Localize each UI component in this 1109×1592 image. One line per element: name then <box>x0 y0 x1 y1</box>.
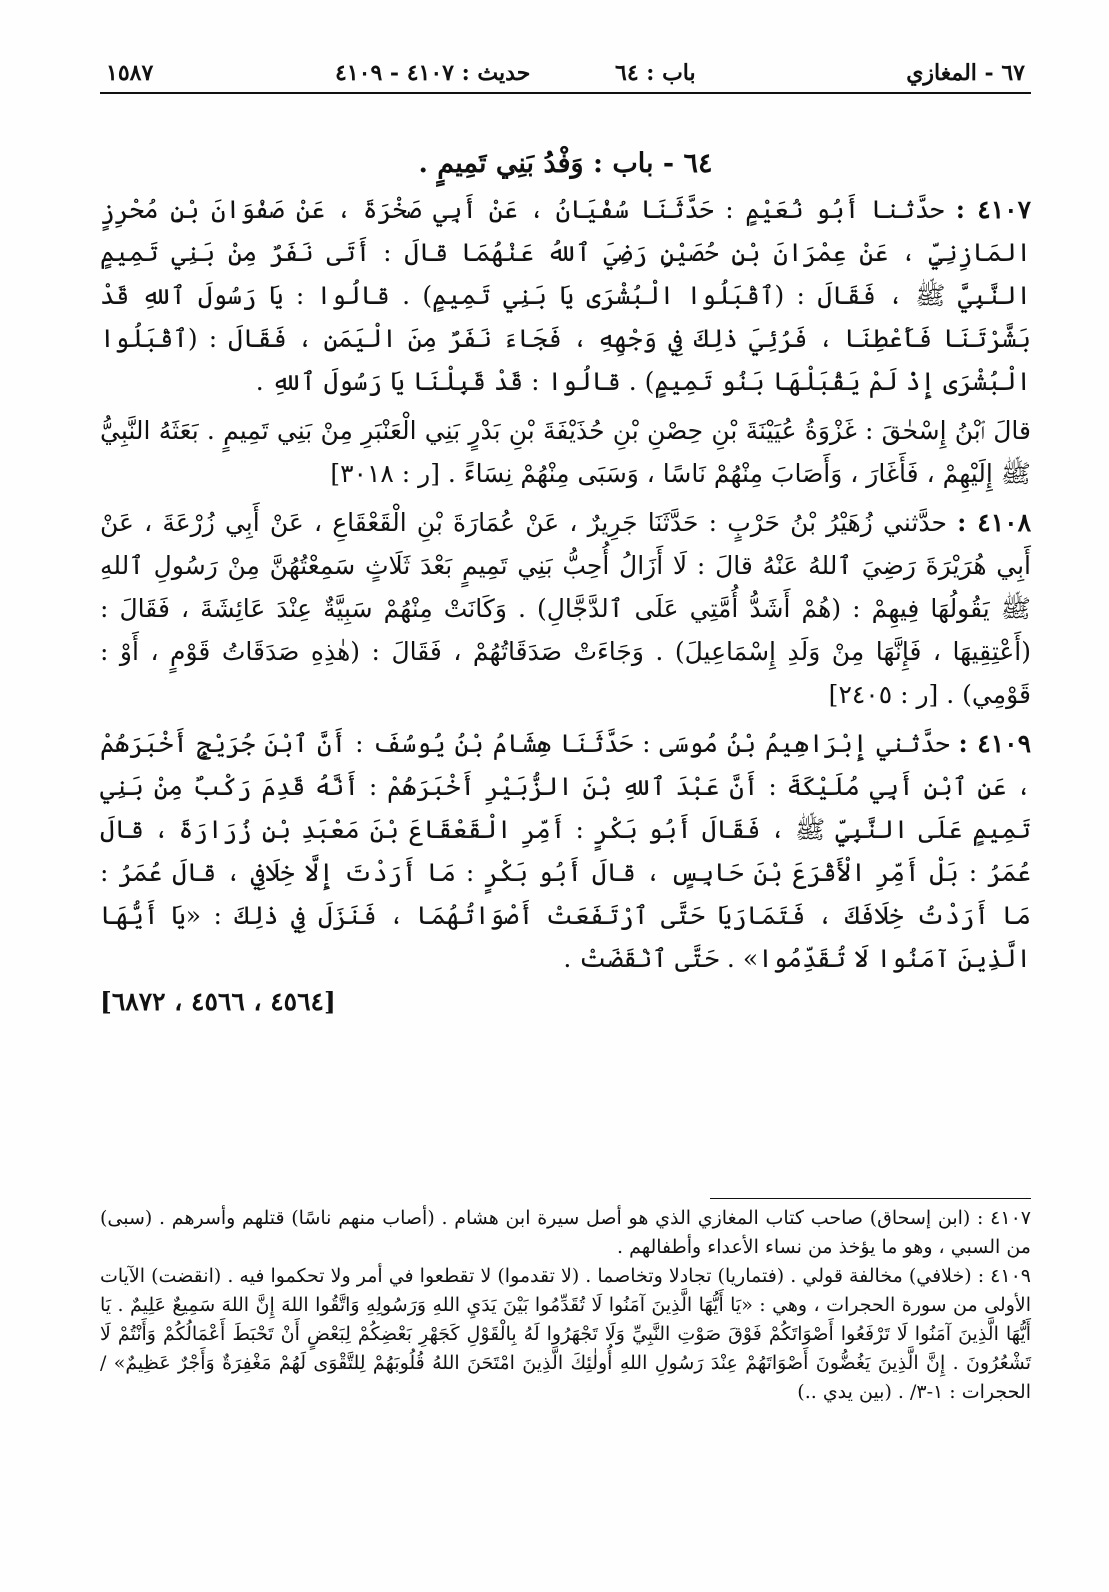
hadith-text: حدَّثنا أَبُو نُعَيْمٍ : حَدَّثَنَا سُفْيَانُ ، عَنْ أَبِي صَخْرَةَ ، عَنْ صَفْوَانَ بْنِ مُحْرِزٍ المَازِنِيِّ ، عَنْ عِمْرَانَ بْنِ حُصَيْنٍ رَضِيَ ٱللهُ عَنْهُمَا قالَ : أَتَى نَفَرٌ مِنْ بَنِي تَمِيمٍ النَّبِيَّ ﷺ ، فَقَالَ : (ٱقْبَلُوا الْبُشْرَى يَا بَنِي تَمِيمٍ) . قالُوا : يَا رَسُولَ ٱللهِ قَدْ بَشَّرْتَنَا فَأَعْطِنَا ، فَرُئِيَ ذٰلِكَ فِي وَجْهِهِ ، فَجَاءَ نَفَرٌ مِنَ الْيَمَنِ ، فَقَالَ : (ٱقْبَلُوا الْبُشْرَى إِذْ لَمْ يَقْبَلْهَا بَنُو تَمِيمٍ) . قالُوا : قَدْ قَبِلْنَا يَا رَسُولَ ٱللهِ . <box>100 195 1031 396</box>
header-hadith-range: حديث : ٤١٠٧ - ٤١٠٩ <box>335 60 531 86</box>
header-chapter: باب : ٦٤ <box>615 60 696 86</box>
hadith-number: ٤١٠٧ : <box>955 195 1032 224</box>
hadith-text: حدَّثني إِبْرَاهِيمُ بْنُ مُوسَى : حَدَّثَنَا هِشَامُ بْنُ يُوسُفَ : أَنَّ ٱبْنَ جُرَيْجٍ أَخْبَرَهُمْ ، عَنِ ٱبْنِ أَبِي مُلَيْكَةَ : أَنَّ عَبْدَ ٱللهِ بْنَ الزُّبَيْرِ أَخْبَرَهُمْ : أَنَّهُ قَدِمَ رَكْبٌ مِنْ بَنِي تَمِيمٍ عَلَى النَّبِيِّ ﷺ ، فَقَالَ أَبُو بَكْرٍ : أَمِّرِ الْقَعْقَاعَ بْنَ مَعْبَدِ بْنِ زُرَارَةَ ، قالَ عُمَرُ : بَلْ أَمِّرِ الْأَقْرَعَ بْنَ حَابِسٍ ، قالَ أَبُو بَكْرٍ : مَا أَرَدْتَ إِلَّا خِلَافِي ، قالَ عُمَرُ : مَا أَرَدْتُ خِلَافَكَ ، فَتَمَارَيَا حَتَّى ٱرْتَفَعَتْ أَصْوَاتُهُمَا ، فَنَزَلَ فِي ذٰلِكَ : «يَا أَيُّهَا الَّذِينَ آمَنُوا لَا تُقَدِّمُوا» . حَتَّى ٱنْقَضَتْ . <box>100 729 1031 973</box>
footnote-4109: ٤١٠٩ : (خلافي) مخالفة قولي . (فتماريا) تجادلا وتخاصما . (لا تقدموا) لا تقطعوا في أمر ولا تحكموا فيه . (انقضت) الآيات الأولى من سورة الحجرات ، وهي : «يَا أَيُّهَا الَّذِينَ آمَنُوا لَا تُقَدِّمُوا بَيْنَ يَدَيِ اللهِ وَرَسُولِهِ وَاتَّقُوا اللهَ إِنَّ اللهَ سَمِيعٌ عَلِيمٌ . يَا أَيُّهَا الَّذِينَ آمَنُوا لَا تَرْفَعُوا أَصْوَاتَكُمْ فَوْقَ صَوْتِ النَّبِيِّ وَلَا تَجْهَرُوا لَهُ بِالْقَوْلِ كَجَهْرِ بَعْضِكُمْ لِبَعْضٍ أَنْ تَحْبَطَ أَعْمَالُكُمْ وَأَنْتُمْ لَا تَشْعُرُونَ . إِنَّ الَّذِينَ يَغُضُّونَ أَصْوَاتَهُمْ عِنْدَ رَسُولِ اللهِ أُولٰئِكَ الَّذِينَ امْتَحَنَ اللهُ قُلُوبَهُمْ لِلتَّقْوَى لَهُمْ مَغْفِرَةٌ وَأَجْرٌ عَظِيمٌ» /الحجرات : ١-٣/ . (بين يدي ..) <box>100 1265 1031 1403</box>
chapter-title: ٦٤ - باب : وَفْدُ بَنِي تَمِيمٍ . <box>418 148 713 179</box>
hadith-text: حدَّثني زُهَيْرُ بْنُ حَرْبٍ : حَدَّثَنَا جَرِيرٌ ، عَنْ عُمَارَةَ بْنِ الْقَعْقَاعِ ، عَنْ أَبِي زُرْعَةَ ، عَنْ أَبِي هُرَيْرَةَ رَضِيَ ٱللهُ عَنْهُ قالَ : لَا أَزَالُ أُحِبُّ بَنِي تَمِيمٍ بَعْدَ ثَلَاثٍ سَمِعْتُهُنَّ مِنْ رَسُولِ ٱللهِ ﷺ يَقُولُهَا فِيهِمْ : (هُمْ أَشَدُّ أُمَّتِي عَلَى ٱلدَّجَّالِ) . وَكَانَتْ مِنْهُمْ سَبِيَّةٌ عِنْدَ عَائِشَةَ ، فَقَالَ : (أَعْتِقِيهَا ، فَإِنَّهَا مِنْ وَلَدِ إِسْمَاعِيلَ) . وَجَاءَتْ صَدَقَاتُهُمْ ، فَقَالَ : (هٰذِهِ صَدَقَاتُ قَوْمٍ ، أَوْ : قَوْمِي) . [ر : ٢٤٠٥] <box>100 508 1031 709</box>
hadith-4109 <box>100 722 1031 980</box>
header-rule <box>100 92 1031 94</box>
hadith-4107 <box>100 188 1031 403</box>
cross-references: [٤٥٦٤ ، ٤٥٦٦ ، ٦٨٧٢] <box>100 987 336 1016</box>
header-book-title: ٦٧ - المغازي <box>906 60 1025 86</box>
header-page-number: ١٥٨٧ <box>106 60 154 86</box>
hadith-number: ٤١٠٩ : <box>958 729 1031 758</box>
hadith-number: ٤١٠٨ : <box>957 508 1032 537</box>
hadith-4108 <box>100 501 1031 716</box>
footnote-rule <box>710 1198 1031 1199</box>
footnote-4107: ٤١٠٧ : (ابن إسحاق) صاحب كتاب المغازي الذي هو أصل سيرة ابن هشام . (أصاب منهم ناسًا) قتلهم وأسرهم . (سبى) من السبي ، وهو ما يؤخذ من نساء الأعداء وأطفالهم . <box>100 1207 1031 1258</box>
ibn-ishaq-note <box>100 409 1031 495</box>
footnotes <box>100 1204 1031 1407</box>
hadith-text: قالَ ٱبْنُ إِسْحٰقَ : غَزْوَةُ عُيَيْنَةَ بْنِ حِصْنِ بْنِ حُذَيْفَةَ بْنِ بَدْرٍ بَنِي الْعَنْبَرِ مِنْ بَنِي تَمِيمٍ . بَعَثَهُ النَّبِيُّ ﷺ إِلَيْهِمْ ، فَأَغَارَ ، وَأَصَابَ مِنْهُمْ نَاسًا ، وَسَبَى مِنْهُمْ نِسَاءً . [ر : ٣٠١٨] <box>100 416 1031 488</box>
running-header <box>100 52 1031 92</box>
main-text <box>100 188 1031 1023</box>
